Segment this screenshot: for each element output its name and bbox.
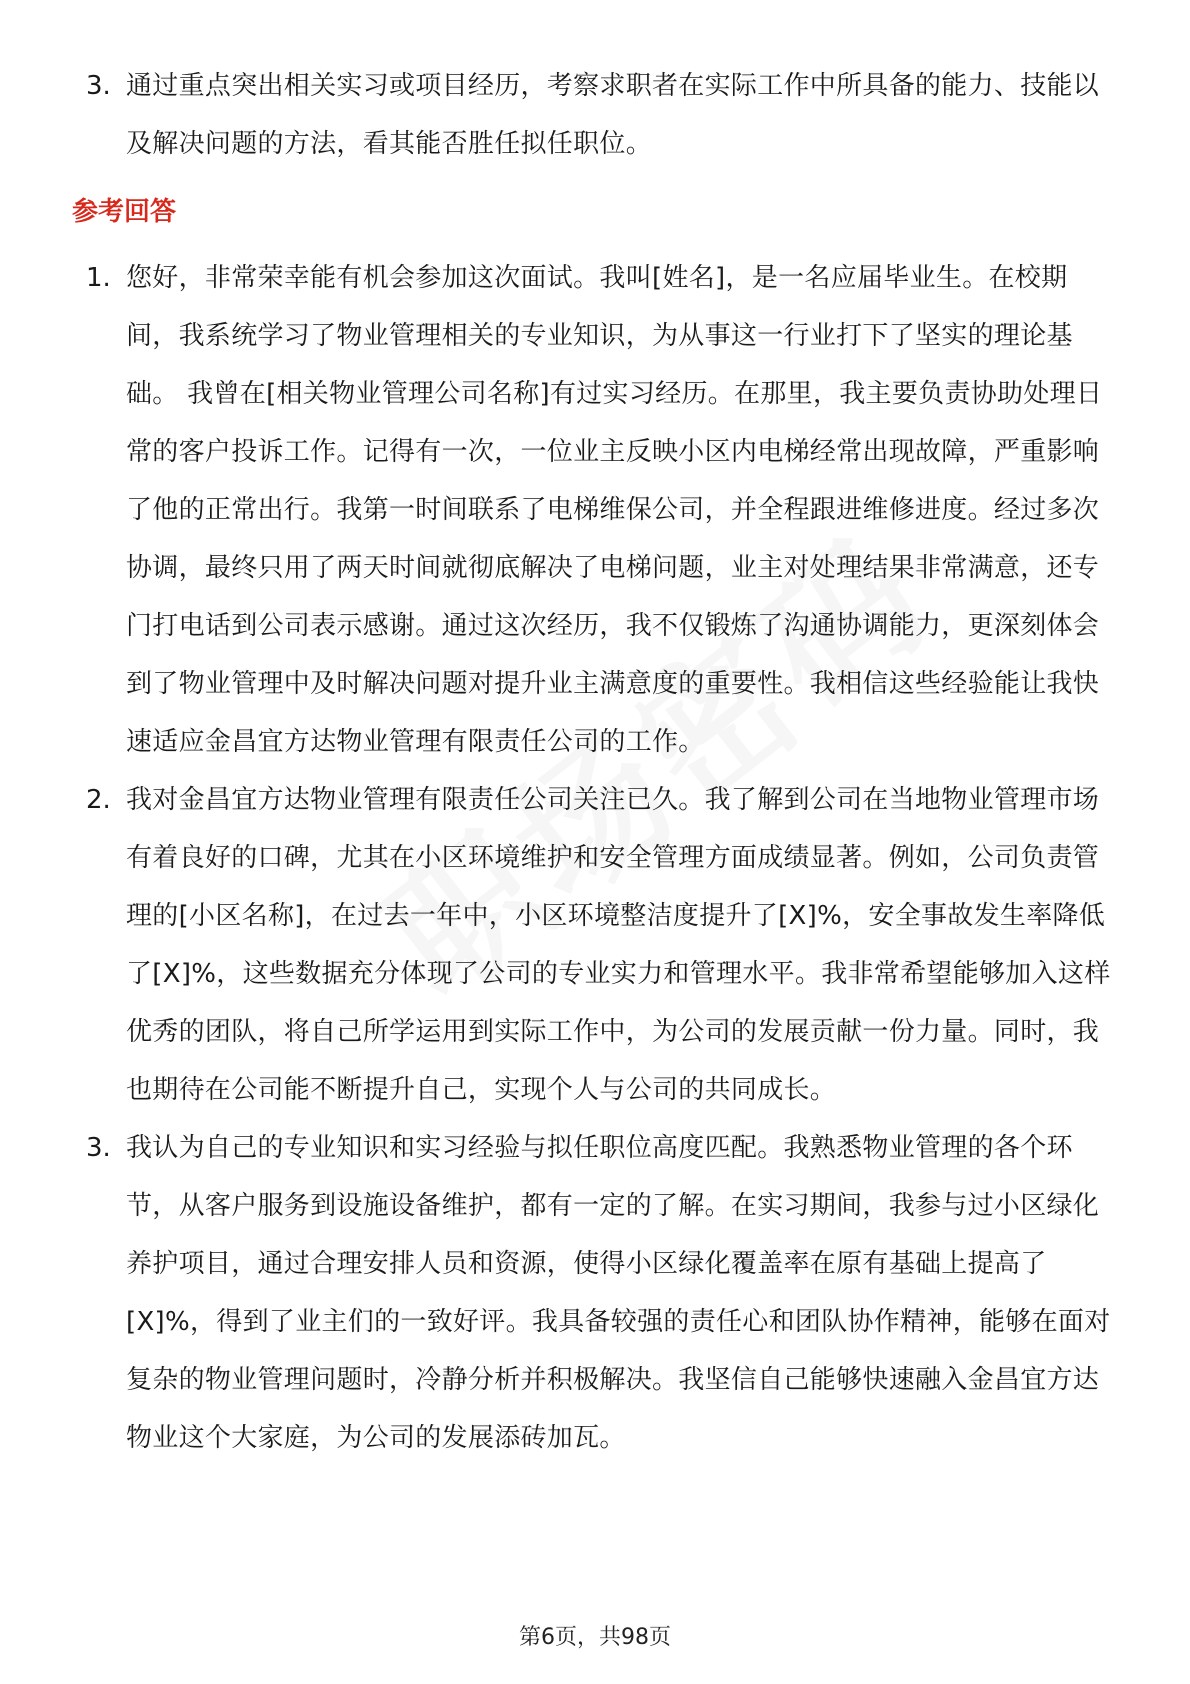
list-number: 1. bbox=[86, 263, 111, 293]
document-body bbox=[72, 57, 1116, 1467]
list-text: 我认为自己的专业知识和实习经验与拟任职位高度匹配。我熟悉物业管理的各个环节，从客户服务到设施设备维护，都有一定的了解。在实习期间，我参与过小区绿化养护项目，通过合理安排人员和资源，使得小区绿化覆盖率在原有基础上提高了[X]%，得到了业主们的一致好评。我具备较强的责任心和团队协作精神，能够在面对复杂的物业管理问题时，冷静分析并积极解决。我坚信自己能够快速融入金昌宜方达物业这个大家庭，为公司的发展添砖加瓦。 bbox=[126, 1133, 1111, 1453]
answer-list-item bbox=[86, 249, 1116, 771]
list-number: 2. bbox=[86, 785, 111, 815]
list-text: 您好，非常荣幸能有机会参加这次面试。我叫[姓名]，是一名应届毕业生。在校期间，我系统学习了物业管理相关的专业知识，为从事这一行业打下了坚实的理论基础。 我曾在[相关物业管理公司名称]有过实习经历。在那里，我主要负责协助处理日常的客户投诉工作。记得有一次，一位业主反映小区内电梯经常出现故障，严重影响了他的正常出行。我第一时间联系了电梯维保公司，并全程跟进维修进度。经过多次协调，最终只用了两天时间就彻底解决了电梯问题，业主对处理结果非常满意，还专门打电话到公司表示感谢。通过这次经历，我不仅锻炼了沟通协调能力，更深刻体会到了物业管理中及时解决问题对提升业主满意度的重要性。我相信这些经验能让我快速适应金昌宜方达物业管理有限责任公司的工作。 bbox=[126, 263, 1103, 757]
list-number: 3. bbox=[86, 1133, 111, 1163]
answer-list-item bbox=[86, 1119, 1116, 1467]
intro-list-item bbox=[86, 57, 1116, 173]
section-title-reference-answer: 参考回答 bbox=[72, 197, 177, 227]
list-number: 3. bbox=[86, 71, 111, 101]
answer-list-item bbox=[86, 771, 1116, 1119]
list-text: 我对金昌宜方达物业管理有限责任公司关注已久。我了解到公司在当地物业管理市场有着良好的口碑，尤其在小区环境维护和安全管理方面成绩显著。例如，公司负责管理的[小区名称]，在过去一年中，小区环境整洁度提升了[X]%，安全事故发生率降低了[X]%，这些数据充分体现了公司的专业实力和管理水平。我非常希望能够加入这样优秀的团队，将自己所学运用到实际工作中，为公司的发展贡献一份力量。同时，我也期待在公司能不断提升自己，实现个人与公司的共同成长。 bbox=[126, 785, 1111, 1105]
page-number-footer: 第6页，共98页 bbox=[519, 1625, 671, 1650]
list-text: 通过重点突出相关实习或项目经历，考察求职者在实际工作中所具备的能力、技能以及解决问题的方法，看其能否胜任拟任职位。 bbox=[126, 71, 1100, 159]
